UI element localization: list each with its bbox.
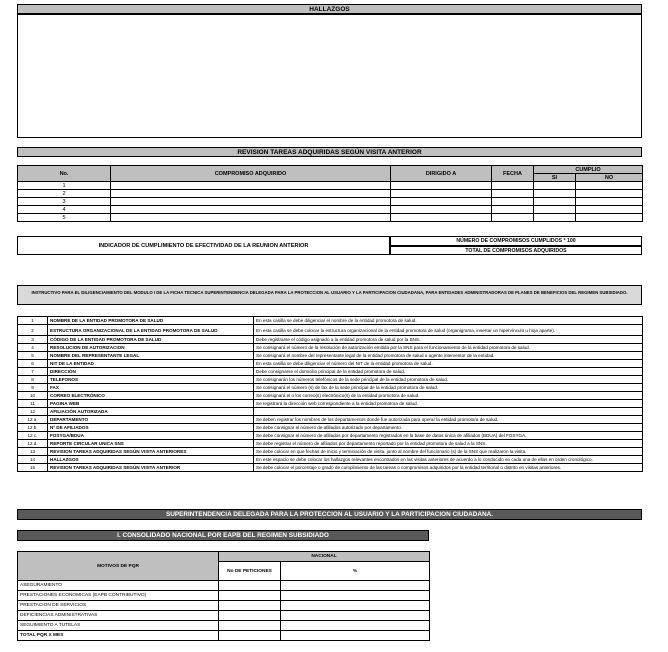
- instructivo-table: [17, 316, 643, 472]
- revision-cell[interactable]: [492, 214, 534, 222]
- instructivo-description: Se deben registrar los nombres de los departamentos donde fue autorizada para operar la entidad promotora de salud.: [254, 416, 643, 424]
- instructivo-row: [18, 360, 643, 368]
- col-nacional: NACIONAL: [219, 552, 430, 562]
- instructivo-description: En esta casilla se debe diligenciar el nombre de la entidad promotora de salud.: [254, 317, 643, 325]
- instructivo-number: 7: [18, 368, 48, 376]
- instructivo-header: [17, 285, 642, 305]
- instructivo-number: 13: [18, 448, 48, 456]
- instructivo-number: 5: [18, 352, 48, 360]
- instructivo-field: REVISION TAREAS ADQUIRIDAS SEGÚN VISITA ANTERIORES: [48, 448, 254, 456]
- pqr-percent-cell[interactable]: [281, 601, 430, 611]
- revision-row: [18, 182, 643, 190]
- pqr-row: [18, 591, 430, 601]
- pqr-row: [18, 621, 430, 631]
- instructivo-row: [18, 400, 643, 408]
- pqr-peticiones-cell[interactable]: [219, 611, 281, 621]
- instructivo-field: HALLAZGOS: [48, 456, 254, 464]
- revision-cell[interactable]: [391, 182, 492, 190]
- hallazgos-textarea[interactable]: [17, 14, 642, 138]
- instructivo-number: 14: [18, 456, 48, 464]
- pqr-peticiones-cell[interactable]: [219, 581, 281, 591]
- revision-cell[interactable]: [576, 182, 643, 190]
- pqr-row: [18, 611, 430, 621]
- instructivo-row: [18, 416, 643, 424]
- revision-cell[interactable]: [534, 206, 576, 214]
- instructivo-number: 4: [18, 344, 48, 352]
- instructivo-description: En esta casilla se debe colocar la estructura organizacional de la entidad promotora de salud (organigrama, insertar un hipervínculo u hoja aparte).: [254, 325, 643, 336]
- instructivo-number: 12 a.: [18, 416, 48, 424]
- instructivo-field: FAX: [48, 384, 254, 392]
- instructivo-row: [18, 376, 643, 384]
- revision-cell[interactable]: [111, 198, 391, 206]
- instructivo-number: 2: [18, 325, 48, 336]
- col-si: SI: [534, 174, 576, 182]
- consolidado-header: [17, 530, 429, 541]
- revision-row: [18, 214, 643, 222]
- instructivo-description: Se consignará el número de la resolución de autorización emitida por la SNS para el funcionamiento de la entidad promotora de salud.: [254, 344, 643, 352]
- col-fecha: FECHA: [492, 166, 534, 182]
- pqr-peticiones-cell[interactable]: [219, 631, 281, 641]
- instructivo-row: [18, 352, 643, 360]
- revision-cell[interactable]: [111, 190, 391, 198]
- pqr-motivo: PRESTACIONES ECONOMICAS (EAPB CONTRIBUTIVO): [18, 591, 219, 601]
- instructivo-row: [18, 317, 643, 325]
- instructivo-description: Debe consignarse el domicilio principal de la entidad promotora de salud.: [254, 368, 643, 376]
- superintendencia-header: [17, 509, 642, 520]
- instructivo-field: REPORTE CIRCULAR UNICA SNS: [48, 440, 254, 448]
- revision-table: [17, 165, 643, 222]
- instructivo-row: [18, 325, 643, 336]
- indicador-label-box: [17, 236, 390, 255]
- revision-cell[interactable]: [534, 182, 576, 190]
- instructivo-field: REVISION TAREAS ADQUIRIDAS SEGÚN VISITA ANTERIOR: [48, 464, 254, 472]
- instructivo-number: 12 d.: [18, 440, 48, 448]
- instructivo-number: 3: [18, 336, 48, 344]
- instructivo-row: [18, 336, 643, 344]
- instructivo-number: 9: [18, 384, 48, 392]
- revision-cell[interactable]: [391, 198, 492, 206]
- instructivo-description: En esta casilla se debe diligenciar el número del NIT de la entidad promotora de salud.: [254, 360, 643, 368]
- instructivo-field: RESOLUCION DE AUTORIZACION: [48, 344, 254, 352]
- instructivo-description: En este espacio se debe colocar los hallazgos relevantes encontrados en las visitas anteriores de acuerdo a lo conducido en cada una de ellas en orden cronológico.: [254, 456, 643, 464]
- pqr-row: [18, 601, 430, 611]
- instructivo-field: CÓDIGO DE LA ENTIDAD PROMOTORA DE SALUD: [48, 336, 254, 344]
- revision-cell[interactable]: [111, 214, 391, 222]
- instructivo-row: [18, 448, 643, 456]
- revision-cell[interactable]: [492, 206, 534, 214]
- instructivo-number: 12 b.: [18, 424, 48, 432]
- instructivo-row: [18, 368, 643, 376]
- indicador-denominator: TOTAL DE COMPROMISOS ADQUIRIDOS: [465, 248, 567, 254]
- hallazgos-title: HALLAZGOS: [309, 6, 350, 13]
- indicador-label: INDICADOR DE CUMPLIMIENTO DE EFECTIVIDAD DE LA REUNION ANTERIOR: [98, 243, 309, 249]
- instructivo-row: [18, 432, 643, 440]
- col-cumplio: CUMPLIO: [534, 166, 643, 174]
- instructivo-description: Se debe colocar en que fechas de inicio y terminación de visita, junto al nombre del funcionario (s) de la SNS que realizaron la visita.: [254, 448, 643, 456]
- instructivo-description: [254, 408, 643, 416]
- pqr-percent-cell[interactable]: [281, 621, 430, 631]
- instructivo-description: Se debe registrar el número de afiliados por departamento reportado por la entidad promotora de salud a la SNS.: [254, 440, 643, 448]
- pqr-peticiones-cell[interactable]: [219, 621, 281, 631]
- revision-cell[interactable]: [534, 190, 576, 198]
- instructivo-number: 8: [18, 376, 48, 384]
- revision-cell[interactable]: [576, 206, 643, 214]
- col-no-peticiones: No DE PETICIONES: [219, 562, 281, 581]
- col-compromiso: COMPROMISO ADQUIRIDO: [111, 166, 391, 182]
- instructivo-field: PAGINA WEB: [48, 400, 254, 408]
- revision-cell[interactable]: [111, 182, 391, 190]
- instructivo-field: AFILIACIÓN AUTORIZADA: [48, 408, 254, 416]
- pqr-percent-cell[interactable]: [281, 631, 430, 641]
- instructivo-number: 12: [18, 408, 48, 416]
- revision-cell[interactable]: [492, 198, 534, 206]
- instructivo-description: Se debe consignar el número de afiliados autorizado por departamento.: [254, 424, 643, 432]
- pqr-percent-cell[interactable]: [281, 611, 430, 621]
- pqr-percent-cell[interactable]: [281, 581, 430, 591]
- revision-row: [18, 198, 643, 206]
- instructivo-field: CORREO ELECTRÓNICO: [48, 392, 254, 400]
- instructivo-row: [18, 408, 643, 416]
- instructivo-description: Se registrará la dirección web correspondiente a la entidad promotora de salud.: [254, 400, 643, 408]
- pqr-motivo: ASEGURAMIENTO: [18, 581, 219, 591]
- indicador-numerator: NÚMERO DE COMPROMISOS CUMPLIDOS * 100: [456, 238, 576, 244]
- pqr-percent-cell[interactable]: [281, 591, 430, 601]
- instructivo-description: Se debe colocar el porcentaje o grado de cumplimiento de las tareas o compromisos adquiridos por la entidad territorial o distrito en visitas anteriores.: [254, 464, 643, 472]
- instructivo-description: Se consignará el nombre del representante legal de la entidad promotora de salud o agente interventor de la entidad.: [254, 352, 643, 360]
- col-pct: %: [281, 562, 430, 581]
- instructivo-description: Se consignarán los números telefónicos de la sede principal de la entidad promotora de salud.: [254, 376, 643, 384]
- instructivo-field: TELEFONOS: [48, 376, 254, 384]
- pqr-row: [18, 631, 430, 641]
- instructivo-row: [18, 424, 643, 432]
- instructivo-description: Se debe consignar el número de afiliados por departamento registrados en la base de datos única de afiliados (BDUA) del FOSYGA.: [254, 432, 643, 440]
- revision-cell[interactable]: [111, 206, 391, 214]
- col-no: No.: [18, 166, 111, 182]
- instructivo-field: NIT DE LA ENTIDAD: [48, 360, 254, 368]
- instructivo-title: INSTRUCTIVO PARA EL DILIGENCIAMIENTO DEL MODULO I DE LA FICHA TECNICA SUPERINTENDENCIA DELEGADA PARA LA PROTECCION AL USUARIO Y LA PARTICIPACION CIUDADANA, PARA ENTIDADES ADMINISTRADORAS DE PLANES DE BENEFICIOS DEL REGIMEN SUBSIDIADO.: [31, 290, 628, 295]
- revision-cell[interactable]: [576, 198, 643, 206]
- revision-cell[interactable]: [492, 182, 534, 190]
- revision-cell[interactable]: [391, 206, 492, 214]
- indicador-denominator-box: [390, 246, 642, 255]
- revision-cell[interactable]: [534, 214, 576, 222]
- pqr-row: [18, 581, 430, 591]
- revision-row-number: 5: [18, 214, 111, 222]
- revision-row-number: 3: [18, 198, 111, 206]
- instructivo-description: Se consignará el número (s) de fax de la sede principal de la entidad promotora de salud.: [254, 384, 643, 392]
- revision-cell[interactable]: [576, 190, 643, 198]
- instructivo-number: 12 c.: [18, 432, 48, 440]
- revision-cell[interactable]: [492, 190, 534, 198]
- consolidado-title: I. CONSOLIDADO NACIONAL POR EAPB DEL REGIMEN SUBSIDIADO: [117, 532, 329, 539]
- pqr-peticiones-cell[interactable]: [219, 601, 281, 611]
- instructivo-row: [18, 344, 643, 352]
- superintendencia-title: SUPERINTENDENCIA DELEGADA PARA LA PROTECCION AL USUARIO Y LA PARTICIPACION CIUDADANA.: [166, 511, 493, 518]
- revision-title: REVISION TAREAS ADQUIRIDAS SEGÚN VISITA ANTERIOR: [237, 149, 422, 156]
- revision-cell[interactable]: [576, 214, 643, 222]
- indicador-numerator-box: [390, 236, 642, 246]
- revision-header: [17, 147, 642, 157]
- col-dirigido: DIRIGIDO A: [391, 166, 492, 182]
- revision-cell[interactable]: [534, 198, 576, 206]
- instructivo-field: DEPARTAMENTO: [48, 416, 254, 424]
- revision-row-number: 2: [18, 190, 111, 198]
- instructivo-number: 11: [18, 400, 48, 408]
- instructivo-row: [18, 440, 643, 448]
- instructivo-number: 6: [18, 360, 48, 368]
- pqr-table: [17, 551, 430, 641]
- instructivo-field: ESTRUCTURA ORGANIZACIONAL DE LA ENTIDAD PROMOTORA DE SALUD: [48, 325, 254, 336]
- hallazgos-header: [17, 4, 642, 14]
- pqr-motivo: DEFICIENCIAS ADMINISTRATIVAS: [18, 611, 219, 621]
- instructivo-field: DIRECCIÓN: [48, 368, 254, 376]
- revision-row: [18, 206, 643, 214]
- revision-row-number: 1: [18, 182, 111, 190]
- revision-row: [18, 190, 643, 198]
- instructivo-row: [18, 384, 643, 392]
- pqr-peticiones-cell[interactable]: [219, 591, 281, 601]
- col-motivos: MOTIVOS DE PQR: [18, 552, 219, 581]
- instructivo-description: Debe registrarse el código asignado a la entidad promotora de salud por la SNS.: [254, 336, 643, 344]
- instructivo-field: NOMBRE DEL REPRESENTANTE LEGAL: [48, 352, 254, 360]
- pqr-motivo: PRESTACION DE SERVICIOS: [18, 601, 219, 611]
- col-no-cumplio: NO: [576, 174, 643, 182]
- instructivo-field: Nº DE AFILIADOS: [48, 424, 254, 432]
- instructivo-field: NOMBRE DE LA ENTIDAD PROMOTORA DE SALUD: [48, 317, 254, 325]
- instructivo-row: [18, 464, 643, 472]
- instructivo-row: [18, 456, 643, 464]
- instructivo-row: [18, 392, 643, 400]
- instructivo-number: 10: [18, 392, 48, 400]
- instructivo-number: 1: [18, 317, 48, 325]
- revision-cell[interactable]: [391, 190, 492, 198]
- pqr-motivo: TOTAL PQR X MES: [18, 631, 219, 641]
- revision-row-number: 4: [18, 206, 111, 214]
- revision-cell[interactable]: [391, 214, 492, 222]
- instructivo-description: Se consignará el o los correo(s) electrónico(s) de la entidad promotora de salud.: [254, 392, 643, 400]
- pqr-motivo: SEGUIMIENTO A TUTELAS: [18, 621, 219, 631]
- instructivo-number: 15: [18, 464, 48, 472]
- instructivo-field: FOSYGA/BDUA: [48, 432, 254, 440]
